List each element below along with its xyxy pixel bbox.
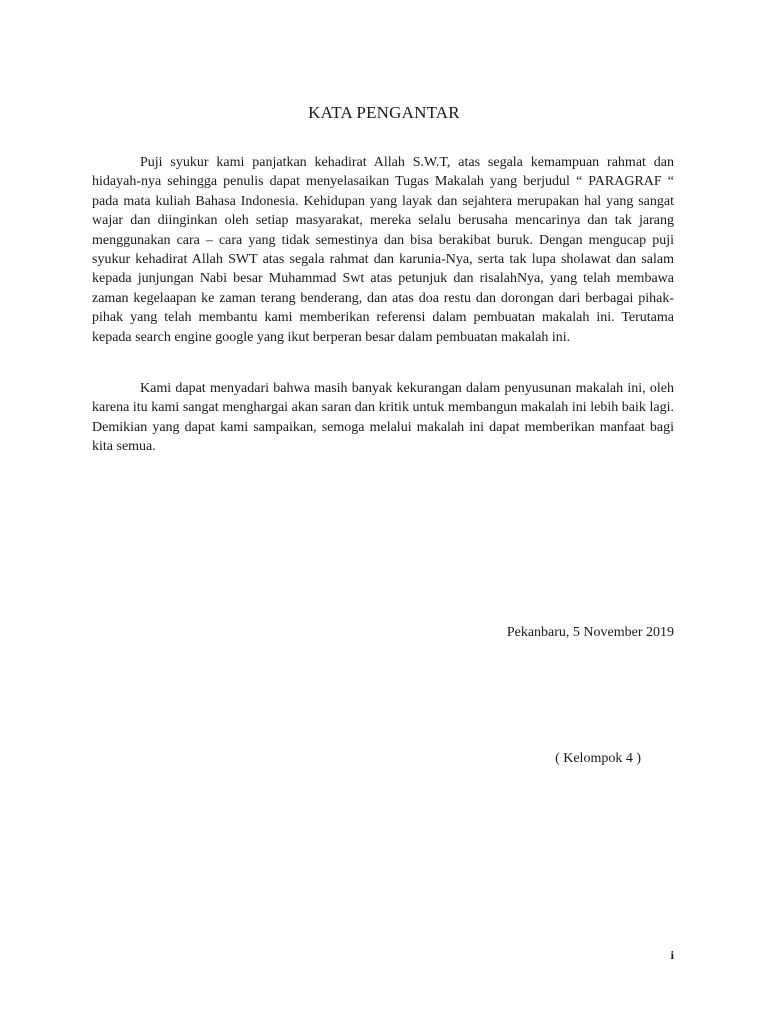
body-paragraph-1 xyxy=(92,153,674,347)
paragraph-text: Puji syukur kami panjatkan kehadirat Allah S.W.T, atas segala kemampuan rahmat dan hidayah-nya sehingga penulis dapat menyelasaikan Tugas Makalah yang berjudul “ PARAGRAF “ pada mata kuliah Bahasa Indonesia. Kehidupan yang layak dan sejahtera merupakan hal yang sangat wajar dan diinginkan oleh setiap masyarakat, mereka selalu berusaha mencarinya dan tak jarang menggunakan cara – cara yang tidak semestinya dan bisa berakibat buruk. Dengan mengucap puji syukur kehadirat Allah SWT atas segala rahmat dan karunia-Nya, serta tak lupa sholawat dan salam kepada junjungan Nabi besar Muhammad Swt atas petunjuk dan risalahNya, yang telah membawa zaman kegelaapan ke zaman terang benderang, dan atas doa restu dan dorongan dari berbagai pihak-pihak yang telah membantu kami memberikan referensi dalam pembuatan makalah ini. Terutama kepada search engine google yang ikut berperan besar dalam pembuatan makalah ini. xyxy=(92,155,674,345)
page-number: i xyxy=(670,948,674,962)
page-title: KATA PENGANTAR xyxy=(308,103,460,122)
body-paragraph-2 xyxy=(92,379,674,457)
signature-block: ( Kelompok 4 ) xyxy=(555,751,641,766)
place-date: Pekanbaru, 5 November 2019 xyxy=(506,625,674,640)
paragraph-text: Kami dapat menyadari bahwa masih banyak kekurangan dalam penyusunan makalah ini, oleh karena itu kami sangat menghargai akan saran dan kritik untuk membangun makalah ini lebih baik lagi. Demikian yang dapat kami sampaikan, semoga melalui makalah ini dapat memberikan manfaat bagi kita semua. xyxy=(92,381,674,455)
